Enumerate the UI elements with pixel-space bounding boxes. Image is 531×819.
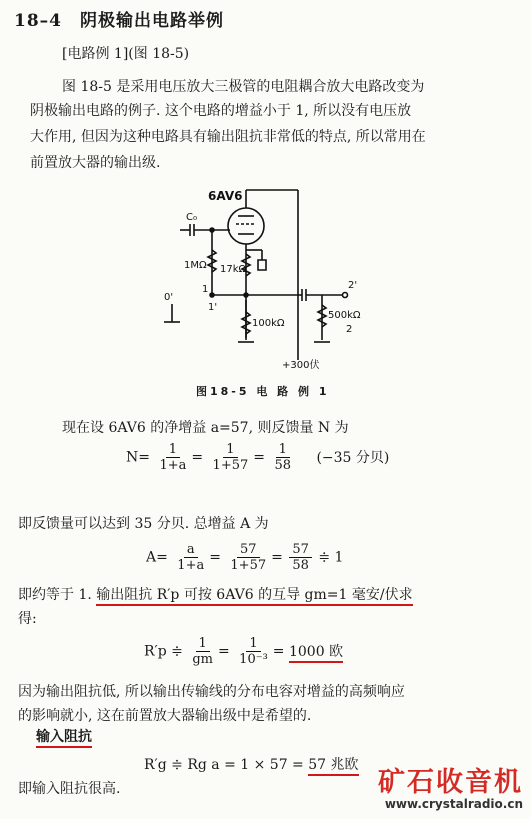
rgrid-label: 1MΩ — [184, 260, 207, 271]
para-low-1: 因为输出阻抗低, 所以输出传输线的分布电容对增益的高频响应 — [18, 684, 405, 700]
watermark-logo: 矿石收音机 — [378, 767, 523, 798]
example-label: [电路例 1](图 18-5) — [62, 46, 190, 62]
svg-text:0': 0' — [164, 292, 174, 303]
rcath-label: 17kΩ — [220, 264, 247, 275]
last-line: 即输入阻抗很高. — [18, 781, 121, 797]
input-impedance-label: 输入阻抗 — [36, 730, 92, 744]
gain-line: 现在设 6AV6 的净增益 a=57, 则反馈量 N 为 — [62, 420, 349, 436]
equation-rp: R′p ≑ $\frac{1}{gm}$ = $\frac{1}{\text{10⁻³}}$ = 1000 欧 — [144, 636, 344, 667]
rload-label: 100kΩ — [252, 318, 285, 329]
cap-label: C₀ — [186, 212, 197, 223]
output-line: 即约等于 1. 输出阻抗 R′p 可按 6AV6 的互导 gm=1 毫安/伏求 — [18, 588, 413, 602]
para1-line4: 前置放大器的输出级. — [30, 155, 161, 171]
equation-n: N= $\frac{1}{1+a}$ = $\frac{1}{1+57}$ = $\frac{1}{58}$ (−35 分贝) — [126, 442, 390, 473]
watermark-url: www.crystalradio.cn — [384, 797, 523, 811]
equation-rg: R′g ≑ Rg a = 1 × 57 = 57 兆欧 — [144, 754, 359, 774]
output-line-2: 得: — [18, 611, 37, 627]
feedback-line: 即反馈量可以达到 35 分贝. 总增益 A 为 — [18, 516, 269, 532]
svg-text:2: 2 — [346, 324, 353, 335]
tube-symbol — [228, 208, 264, 244]
para-low-2: 的影响就小, 这在前置放大器输出级中是希望的. — [18, 708, 312, 724]
tube-label: 6AV6 — [208, 189, 243, 203]
para1-line3: 大作用, 但因为这种电路具有输出阻抗非常低的特点, 所以常用在 — [30, 129, 426, 145]
para1-line2: 阴极输出电路的例子. 这个电路的增益小于 1, 所以没有电压放 — [30, 103, 412, 119]
figure-caption: 图18-5 电 路 例 1 — [196, 385, 330, 398]
rout-label: 500kΩ — [328, 310, 361, 321]
svg-text:1': 1' — [208, 302, 218, 313]
circuit-diagram — [150, 180, 390, 375]
svg-text:2': 2' — [348, 280, 358, 291]
para1-line1: 图 18-5 是采用电压放大三极管的电阻耦合放大电路改变为 — [62, 79, 425, 95]
supply-label: +300伏 — [282, 360, 320, 371]
equation-a: A= $\frac{a}{1+a}$ = $\frac{57}{1+57}$ = $\frac{57}{58}$ ≑ 1 — [146, 542, 344, 573]
svg-text:1: 1 — [202, 284, 209, 295]
section-heading: 18–4 阴极输出电路举例 — [14, 11, 224, 31]
